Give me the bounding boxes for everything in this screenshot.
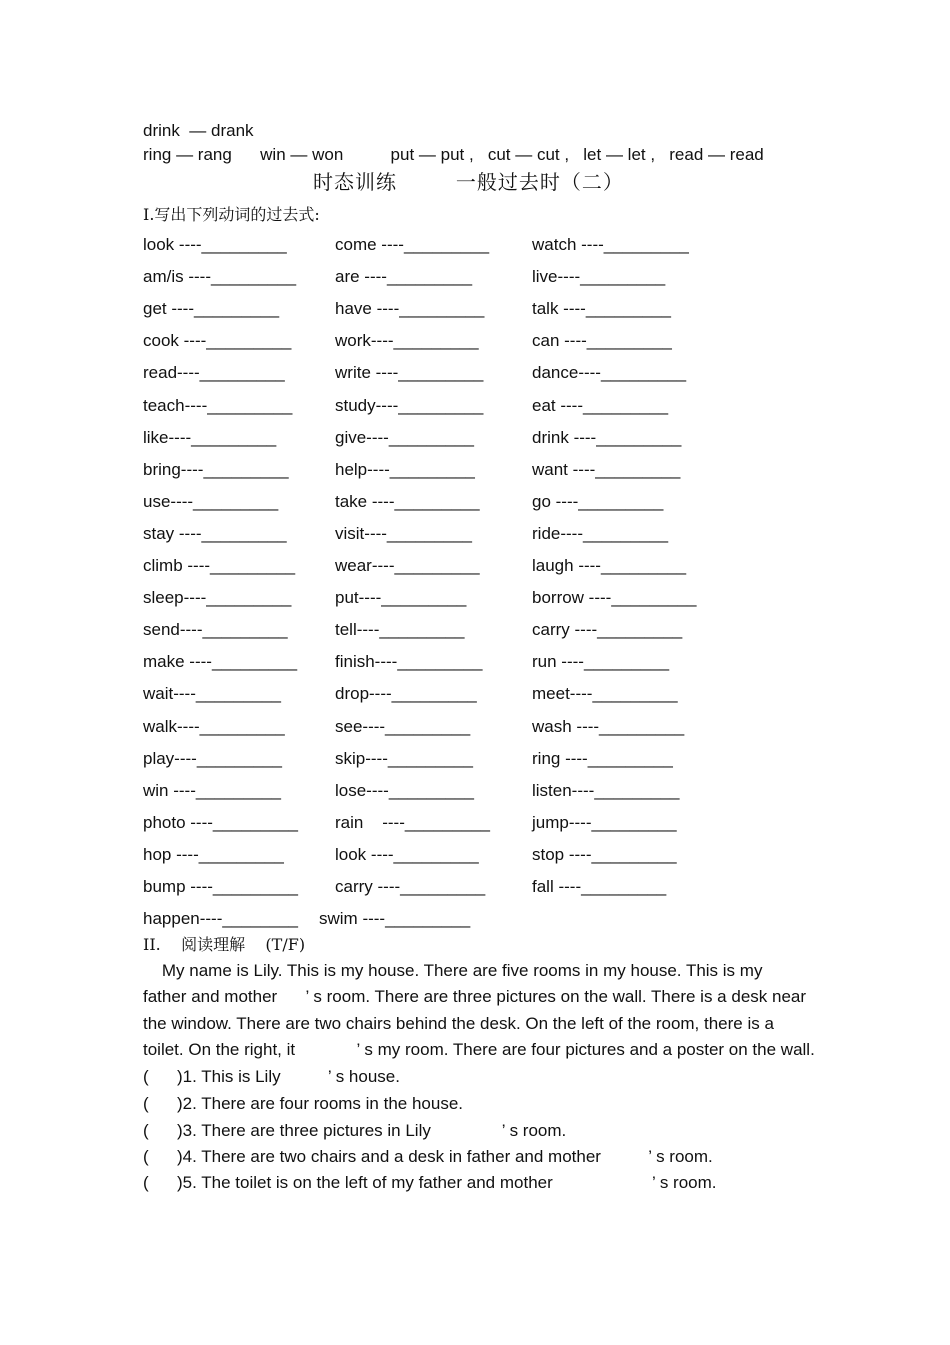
verb-item: get ----_________ — [143, 299, 280, 318]
page-title: 时态训练 一般过去时（二） — [313, 170, 624, 194]
passage-line: toilet. On the right, it ’ s my room. There are four pictures and a poster on the wall. — [143, 1040, 815, 1059]
verb-item: help----_________ — [335, 460, 475, 479]
verb-item: am/is ----_________ — [143, 267, 297, 286]
verb-item: take ----_________ — [335, 492, 480, 511]
verb-item: rain ----_________ — [335, 813, 490, 832]
passage-line: My name is Lily. This is my house. There are five rooms in my house. This is my — [143, 961, 763, 980]
verb-item: cook ----_________ — [143, 331, 292, 350]
verb-item: want ----_________ — [532, 460, 681, 479]
question-1: ( )1. This is Lily ’ s house. — [143, 1067, 400, 1086]
question-5: ( )5. The toilet is on the left of my father and mother ’ s room. — [143, 1173, 717, 1192]
verb-item: use----_________ — [143, 492, 279, 511]
verb-item: happen----________ — [143, 909, 299, 928]
verb-item: play----_________ — [143, 749, 282, 768]
verb-item: go ----_________ — [532, 492, 664, 511]
verb-item: work----_________ — [335, 331, 479, 350]
verb-item: visit----_________ — [335, 524, 473, 543]
verb-item: dance----_________ — [532, 363, 687, 382]
verb-item: write ----_________ — [335, 363, 484, 382]
verb-item: carry ----_________ — [532, 620, 683, 639]
verb-item: listen----_________ — [532, 781, 680, 800]
verb-item: watch ----_________ — [532, 235, 689, 254]
verb-item: wait----_________ — [143, 684, 281, 703]
verb-item: fall ----_________ — [532, 877, 667, 896]
header-line-2: ring — rang win — won put — put , cut — cut , let — let , read — read — [143, 145, 764, 164]
verb-item: send----_________ — [143, 620, 288, 639]
verb-item: stop ----_________ — [532, 845, 677, 864]
section-1-heading: I.写出下列动词的过去式: — [143, 205, 320, 224]
verb-item: give----_________ — [335, 428, 474, 447]
question-2: ( )2. There are four rooms in the house. — [143, 1094, 464, 1113]
passage-line: father and mother ’ s room. There are three pictures on the wall. There is a desk near — [143, 987, 807, 1006]
verb-item: live----_________ — [532, 267, 666, 286]
question-4: ( )4. There are two chairs and a desk in father and mother ’ s room. — [143, 1147, 713, 1166]
verb-item: wear----_________ — [335, 556, 480, 575]
verb-item: are ----_________ — [335, 267, 473, 286]
verb-item: sleep----_________ — [143, 588, 292, 607]
verb-item: tell----_________ — [335, 620, 465, 639]
verb-item: can ----_________ — [532, 331, 672, 350]
section-2-heading: II. 阅读理解 (T/F) — [143, 935, 306, 954]
verb-item: skip----_________ — [335, 749, 473, 768]
verb-item: make ----_________ — [143, 652, 298, 671]
verb-item: bring----_________ — [143, 460, 289, 479]
verb-item: lose----_________ — [335, 781, 474, 800]
verb-item: finish----_________ — [335, 652, 483, 671]
verb-item: read----_________ — [143, 363, 285, 382]
verb-item: meet----_________ — [532, 684, 678, 703]
verb-item: jump----_________ — [532, 813, 677, 832]
verb-item: ride----_________ — [532, 524, 669, 543]
verb-item: teach----_________ — [143, 396, 293, 415]
verb-item: talk ----_________ — [532, 299, 671, 318]
verb-item: photo ----_________ — [143, 813, 299, 832]
question-3: ( )3. There are three pictures in Lily ’ s room. — [143, 1121, 567, 1140]
header-line-1: drink — drank — [143, 121, 254, 140]
verb-item: climb ----_________ — [143, 556, 296, 575]
verb-item: have ----_________ — [335, 299, 485, 318]
verb-item: run ----_________ — [532, 652, 670, 671]
verb-item: swim ----_________ — [319, 909, 471, 928]
verb-item: look ----_________ — [335, 845, 479, 864]
verb-item: bump ----_________ — [143, 877, 298, 896]
verb-item: borrow ----_________ — [532, 588, 697, 607]
verb-item: laugh ----_________ — [532, 556, 687, 575]
verb-item: hop ----_________ — [143, 845, 284, 864]
verb-item: look ----_________ — [143, 235, 287, 254]
verb-item: drop----_________ — [335, 684, 477, 703]
verb-item: come ----_________ — [335, 235, 490, 254]
verb-item: walk----_________ — [143, 717, 285, 736]
verb-item: wash ----_________ — [532, 717, 685, 736]
verb-item: drink ----_________ — [532, 428, 682, 447]
verb-item: ring ----_________ — [532, 749, 673, 768]
verb-item: stay ----_________ — [143, 524, 287, 543]
verb-item: eat ----_________ — [532, 396, 669, 415]
verb-item: win ----_________ — [143, 781, 281, 800]
verb-item: study----_________ — [335, 396, 484, 415]
verb-item: see----_________ — [335, 717, 471, 736]
passage-line: the window. There are two chairs behind the desk. On the left of the room, there is a — [143, 1014, 774, 1033]
verb-item: like----_________ — [143, 428, 277, 447]
verb-item: put----_________ — [335, 588, 467, 607]
verb-item: carry ----_________ — [335, 877, 486, 896]
